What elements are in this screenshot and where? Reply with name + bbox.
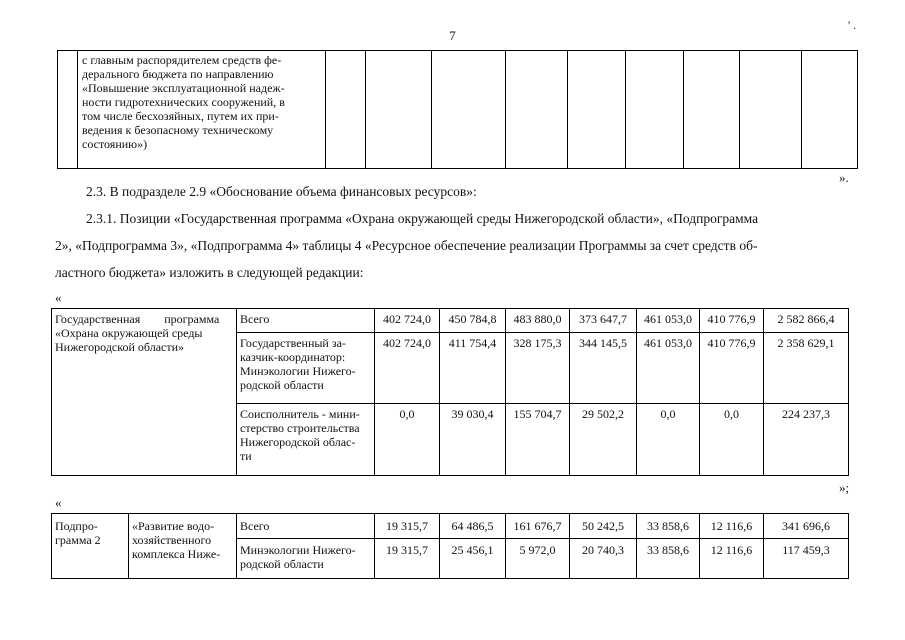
paragraph-2-3-1-line-1: 2.3.1. Позиции «Государственная программа «Охрана окружающей среды Нижегородской области», «Подпрограмма — [86, 211, 759, 226]
top-right-marks: ' . — [848, 18, 857, 32]
value-cell: 402 724,0 — [375, 309, 440, 333]
program-name-line: «Охрана окружающей среды — [55, 326, 203, 340]
measure-line: ности гидротехнических сооружений, в — [82, 95, 285, 109]
value-cell: 33 858,6 — [637, 539, 700, 579]
opening-quote: « — [55, 495, 62, 510]
value-cell: 461 053,0 — [637, 309, 700, 333]
opening-quote: « — [55, 290, 62, 305]
measure-line: состоянию») — [82, 137, 148, 151]
row-label-line: Минэкологии Нижего- — [240, 364, 356, 378]
program-resource-table — [51, 308, 849, 476]
value-cell: 33 858,6 — [637, 514, 700, 539]
measure-line: ведения к безопасному техническому — [82, 123, 274, 137]
row-label-line: Государственный за- — [240, 336, 346, 350]
closing-quote: »; — [839, 480, 850, 495]
measure-description-cell — [78, 51, 326, 169]
value-cell: 19 315,7 — [375, 539, 440, 579]
value-cell: 117 459,3 — [764, 539, 849, 579]
value-cell: 341 696,6 — [764, 514, 849, 539]
subprogram-name-line: комплекса Ниже- — [132, 547, 221, 561]
value-cell: 410 776,9 — [700, 333, 764, 404]
value-cell: 29 502,2 — [570, 404, 637, 476]
value-cell: 2 358 629,1 — [764, 333, 849, 404]
row-label-line: родской области — [240, 557, 324, 571]
value-cell: 411 754,4 — [440, 333, 506, 404]
empty-cell — [568, 51, 626, 169]
value-cell: 344 145,5 — [570, 333, 637, 404]
empty-cell — [366, 51, 432, 169]
subprogram-name-line: «Развитие водо- — [132, 519, 215, 533]
measure-line: «Повышение эксплуатационной надеж- — [82, 81, 285, 95]
value-cell: 64 486,5 — [440, 514, 506, 539]
paragraph-2-3: 2.3. В подразделе 2.9 «Обоснование объема финансовых ресурсов»: — [86, 184, 477, 199]
row-label-line: стерство строительства — [240, 421, 360, 435]
row-label-cell — [237, 514, 375, 539]
value-cell: 402 724,0 — [375, 333, 440, 404]
value-cell: 0,0 — [375, 404, 440, 476]
subprogram-name-line: хозяйственного — [132, 533, 212, 547]
row-label-line: Нижегородской облас- — [240, 435, 356, 449]
value-cell: 0,0 — [700, 404, 764, 476]
continuation-table — [57, 50, 858, 169]
value-cell: 328 175,3 — [506, 333, 570, 404]
row-label-line: Всего — [240, 519, 270, 533]
empty-cell — [740, 51, 802, 169]
closing-quote: ». — [839, 170, 849, 185]
row-label-cell — [237, 309, 375, 333]
value-cell: 0,0 — [637, 404, 700, 476]
paragraph-2-3-1-line-2: 2», «Подпрограмма 3», «Подпрограмма 4» таблицы 4 «Ресурсное обеспечение реализации Программы за счет средств об- — [55, 238, 758, 253]
value-cell: 25 456,1 — [440, 539, 506, 579]
value-cell: 5 972,0 — [506, 539, 570, 579]
value-cell: 39 030,4 — [440, 404, 506, 476]
empty-cell — [506, 51, 568, 169]
subprogram-resource-table — [51, 513, 849, 579]
subprogram-number-line: Подпро- — [55, 519, 98, 533]
empty-cell — [326, 51, 366, 169]
row-label-line: Соисполнитель - мини- — [240, 407, 360, 421]
program-name-line: Государственная программа — [55, 312, 220, 326]
value-cell: 161 676,7 — [506, 514, 570, 539]
value-cell: 12 116,6 — [700, 539, 764, 579]
measure-line: том числе бесхозяйных, путем их при- — [82, 109, 279, 123]
value-cell: 450 784,8 — [440, 309, 506, 333]
value-cell: 2 582 866,4 — [764, 309, 849, 333]
empty-cell — [626, 51, 684, 169]
value-cell: 483 880,0 — [506, 309, 570, 333]
row-label-cell — [237, 333, 375, 404]
subprogram-number-line: грамма 2 — [55, 533, 101, 547]
program-name-line: Нижегородской области» — [55, 340, 185, 354]
row-label-cell — [237, 539, 375, 579]
row-label-line: ти — [240, 449, 252, 463]
value-cell: 224 237,3 — [764, 404, 849, 476]
row-label-line: Минэкологии Нижего- — [240, 543, 356, 557]
empty-cell — [684, 51, 740, 169]
program-name-cell — [52, 309, 237, 476]
empty-cell — [58, 51, 78, 169]
row-label-line: Всего — [240, 312, 270, 326]
empty-cell — [432, 51, 506, 169]
subprogram-number-cell — [52, 514, 129, 579]
value-cell: 461 053,0 — [637, 333, 700, 404]
row-label-line: родской области — [240, 378, 324, 392]
subprogram-name-cell — [129, 514, 237, 579]
page-number: 7 — [449, 28, 456, 43]
paragraph-2-3-1-line-3: ластного бюджета» изложить в следующей редакции: — [55, 265, 364, 280]
value-cell: 50 242,5 — [570, 514, 637, 539]
row-label-cell — [237, 404, 375, 476]
value-cell: 373 647,7 — [570, 309, 637, 333]
value-cell: 410 776,9 — [700, 309, 764, 333]
measure-line: с главным распорядителем средств фе- — [82, 53, 282, 67]
value-cell: 12 116,6 — [700, 514, 764, 539]
row-label-line: казчик-координатор: — [240, 350, 346, 364]
empty-cell — [802, 51, 858, 169]
value-cell: 155 704,7 — [506, 404, 570, 476]
value-cell: 20 740,3 — [570, 539, 637, 579]
measure-line: дерального бюджета по направлению — [82, 67, 274, 81]
value-cell: 19 315,7 — [375, 514, 440, 539]
